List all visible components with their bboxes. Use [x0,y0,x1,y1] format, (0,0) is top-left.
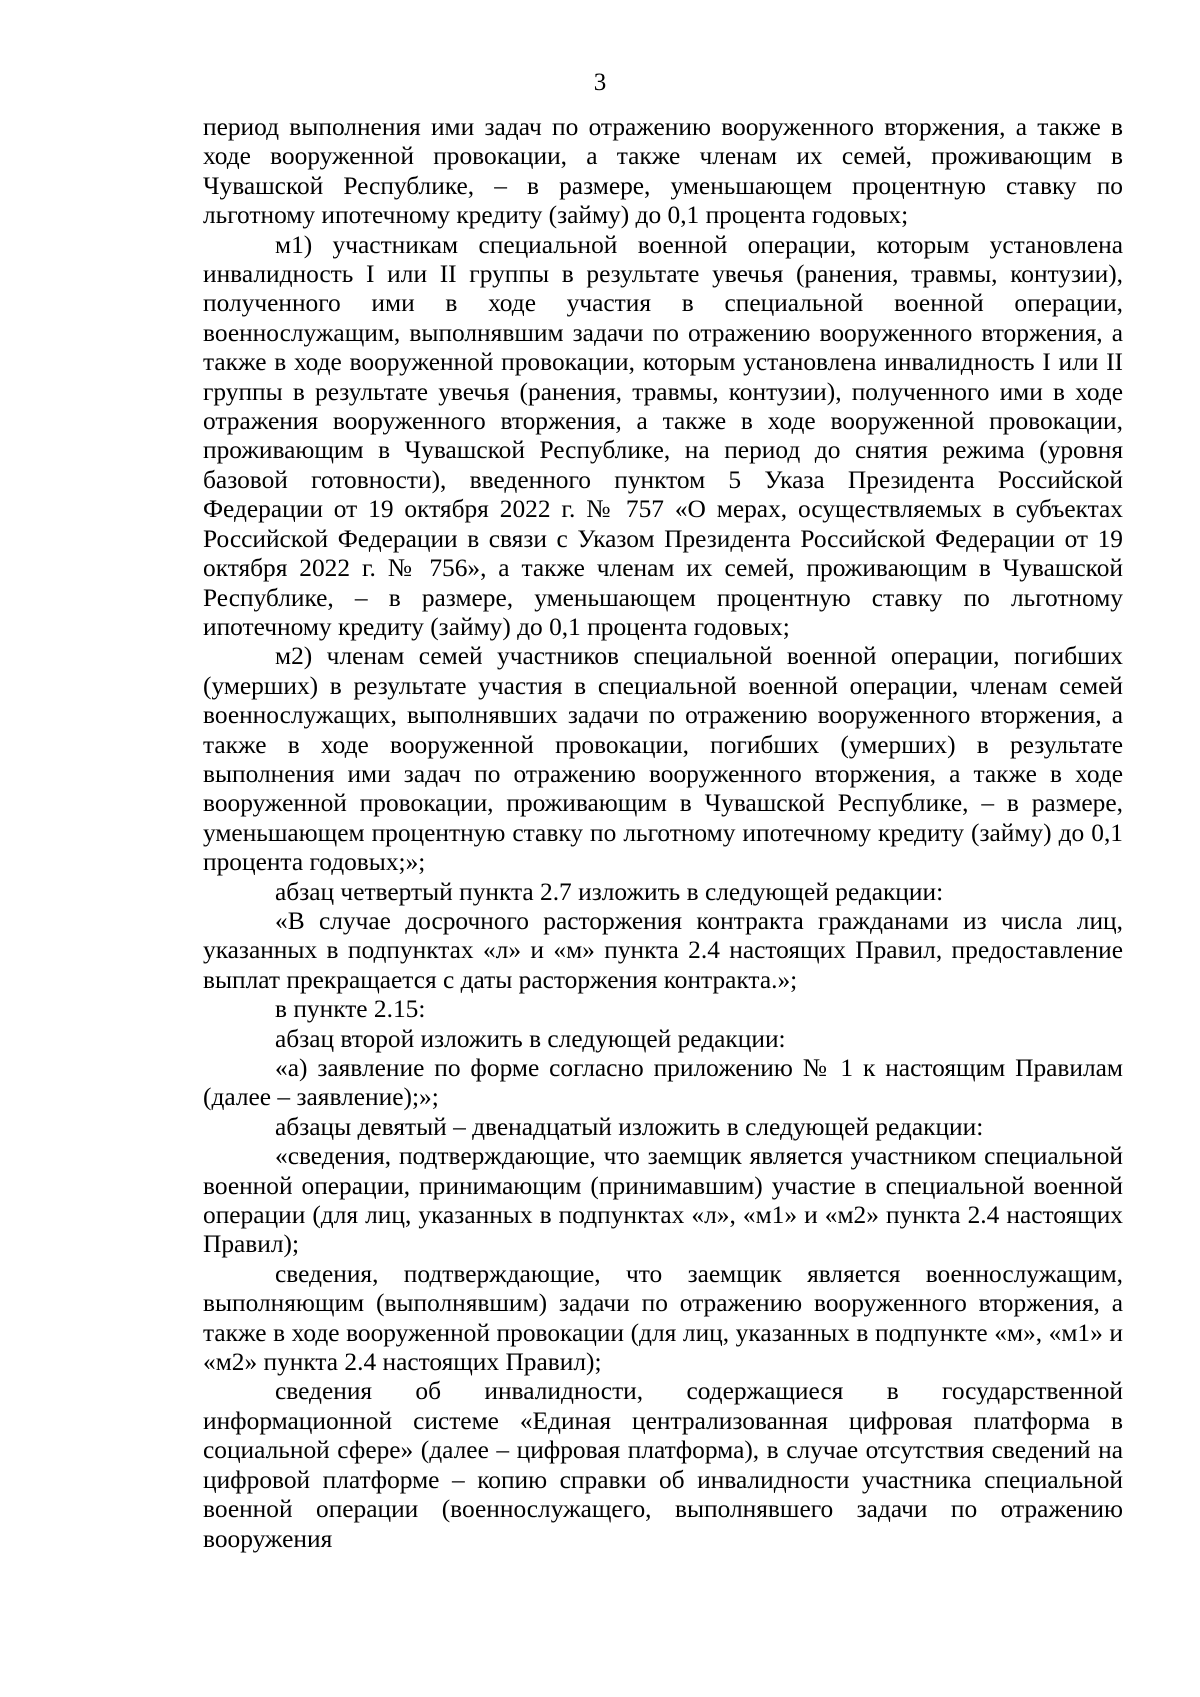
paragraph-amendment-2-7: абзац четвертый пункта 2.7 изложить в следующей редакции: [275,877,944,906]
paragraph-disability: сведения об инвалидности, содержащиеся в государственной информационной системе «Единая централизованная цифровая платформа в социальной сфере» (далее – цифровая платформа), в случае отсутствия сведений на цифровой платформе – копию справки об инвалидности участника специальной военной операции (военнослужащего, выполнявшего задачи по отражению вооружения [203,1377,1123,1553]
document-body [203,113,1123,1554]
paragraph-serviceman: сведения, подтверждающие, что заемщик является военнослужащим, выполняющим (выполнявшим) задачи по отражению вооруженного вторжения, а также в ходе вооруженной провокации (для лиц, указанных в подпункте «м», «м1» и «м2» пункта 2.4 настоящих Правил); [203,1259,1123,1377]
paragraph-ninth-twelfth: абзацы девятый – двенадцатый изложить в следующей редакции: [275,1112,984,1141]
paragraph-m1: м1) участникам специальной военной операции, которым установлена инвалидность I или II группы в результате увечья (ранения, травмы, контузии), полученного ими в ходе участия в специальной военной операции, военнослужащим, выполнявшим задачи по отражению вооруженного вторжения, а также в ходе вооруженной провокации, которым установлена инвалидность I или II группы в результате увечья (ранения, травмы, контузии), полученного ими в ходе отражения вооруженного вторжения, а также в ходе вооруженной провокации, проживающим в Чувашской Республике, на период до снятия режима (уровня базовой готовности), введенного пунктом 5 Указа Президента Российской Федерации от 19 октября 2022 г. № 757 «О мерах, осуществляемых в субъектах Российской Федерации в связи с Указом Президента Российской Федерации от 19 октября 2022 г. № 756», а также членам их семей, проживающим в Чувашской Республике, – в размере, уменьшающем процентную ставку по льготному ипотечному кредиту (займу) до 0,1 процента годовых; [203,230,1123,641]
paragraph-svo-participant: «сведения, подтверждающие, что заемщик является участником специальной военной операции, принимающим (принимавшим) участие в специальной военной операции (для лиц, указанных в подпунктах «л», «м1» и «м2» пункта 2.4 настоящих Правил); [203,1142,1123,1259]
paragraph-application: «а) заявление по форме согласно приложению № 1 к настоящим Правилам (далее – заявление);»; [203,1054,1123,1112]
paragraph-point-2-15: в пункте 2.15: [275,995,426,1024]
paragraph-continuation: период выполнения ими задач по отражению вооруженного вторжения, а также в ходе вооруженной провокации, а также членам их семей, проживающим в Чувашской Республике, – в размере, уменьшающем процентную ставку по льготному ипотечному кредиту (займу) до 0,1 процента годовых; [203,113,1123,230]
paragraph-contract-termination: «В случае досрочного расторжения контракта гражданами из числа лиц, указанных в подпунктах «л» и «м» пункта 2.4 настоящих Правил, предоставление выплат прекращается с даты расторжения контракта.»; [203,906,1123,994]
page-number: 3 [593,69,607,96]
paragraph-m2: м2) членам семей участников специальной военной операции, погибших (умерших) в результате участия в специальной военной операции, членам семей военнослужащих, выполнявших задачи по отражению вооруженного вторжения, а также в ходе вооруженной провокации, погибших (умерших) в результате выполнения ими задач по отражению вооруженного вторжения, а также в ходе вооруженной провокации, проживающим в Чувашской Республике, – в размере, уменьшающем процентную ставку по льготному ипотечному кредиту (займу) до 0,1 процента годовых;»; [203,642,1123,877]
paragraph-second-abzac: абзац второй изложить в следующей редакции: [275,1024,786,1053]
